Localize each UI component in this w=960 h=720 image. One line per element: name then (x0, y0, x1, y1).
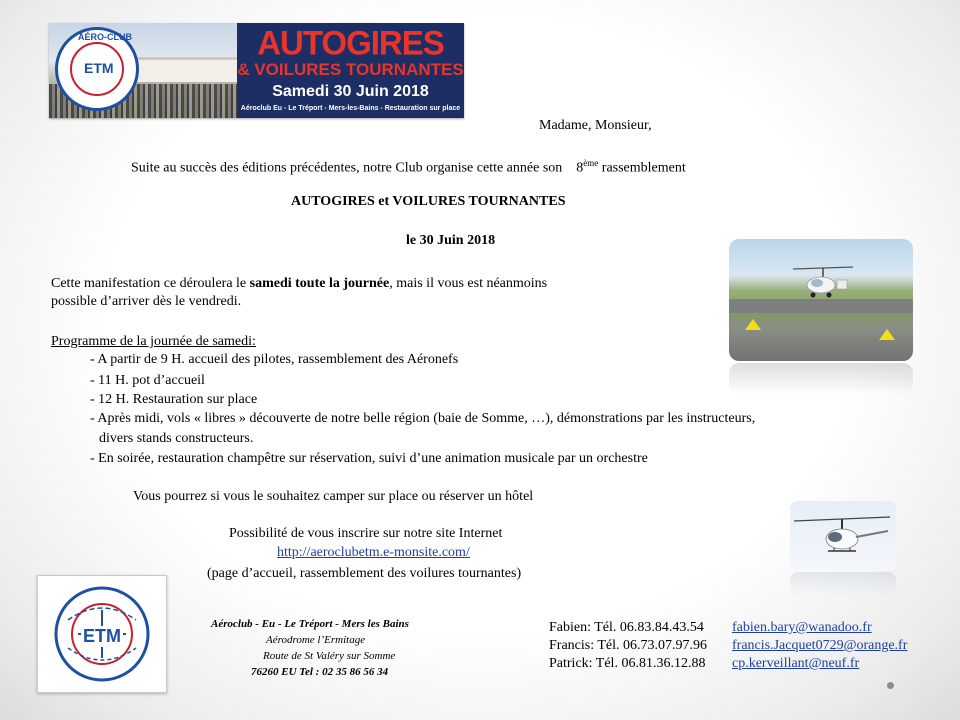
cone-icon (879, 329, 895, 340)
camping-line: Vous pourrez si vous le souhaitez camper sur place ou réserver un hôtel (133, 489, 534, 504)
contact-email-link[interactable]: cp.kerveillant@neuf.fr (732, 656, 860, 671)
cone-icon (745, 319, 761, 330)
autogyro-icon (793, 263, 853, 303)
contact-email-link[interactable]: fabien.bary@wanadoo.fr (732, 620, 872, 635)
slide-nav-dot[interactable] (887, 682, 894, 689)
website-note: (page d’accueil, rassemblement des voilures tournantes) (207, 566, 522, 581)
greeting: Madame, Monsieur, (539, 118, 652, 133)
banner-subtitle: & VOILURES TOURNANTES (237, 60, 464, 79)
edition-sup: ème (583, 158, 599, 168)
p1-text-b: , mais il vous est néanmoins (389, 276, 548, 291)
contact-email-link[interactable]: francis.Jacquet0729@orange.fr (732, 638, 908, 653)
contact-phone: Francis: Tél. 06.73.07.97.96 (549, 638, 708, 653)
helicopter-photo (790, 501, 896, 571)
signup-line: Possibilité de vous inscrire sur notre site Internet (229, 526, 503, 541)
aeroclub-logo-large (37, 575, 167, 693)
address-line-2: Aérodrome l’Ermitage (266, 634, 366, 646)
p1-bold: samedi toute la journée (249, 276, 390, 291)
program-item: - 12 H. Restauration sur place (90, 392, 258, 407)
banner-date: Samedi 30 Juin 2018 (272, 83, 429, 100)
contact-phone: Fabien: Tél. 06.83.84.43.54 (549, 620, 704, 635)
p1-text-a: Cette manifestation ce déroulera le (51, 276, 250, 291)
address-line-1: Aéroclub - Eu - Le Tréport - Mers les Bains (211, 618, 409, 630)
event-date: le 30 Juin 2018 (406, 233, 496, 248)
logo-letters: ETM (84, 60, 114, 76)
program-item: divers stands constructeurs. (99, 431, 254, 446)
edition-number: 8 (576, 160, 584, 176)
website-link[interactable]: http://aeroclubetm.e-monsite.com/ (277, 545, 470, 560)
event-title: AUTOGIRES et VOILURES TOURNANTES (291, 194, 566, 209)
logo-text: AÉRO-CLUB (78, 32, 132, 42)
program-item: - Après midi, vols « libres » découverte de notre belle région (baie de Somme, …), démonstrations par les instructeurs, (90, 411, 756, 426)
edition-suffix: rassemblement (598, 160, 686, 176)
program-item: - En soirée, restauration champêtre sur réservation, suivi d’une animation musicale par un orchestre (90, 451, 648, 466)
program-item: - 11 H. pot d’accueil (90, 373, 205, 388)
address-line-3: Route de St Valéry sur Somme (263, 650, 396, 662)
paragraph-1-line-1 (51, 275, 547, 293)
logo-letters-large: ETM (83, 626, 121, 646)
banner-title: AUTOGIRES (257, 23, 444, 62)
program-item: - A partir de 9 H. accueil des pilotes, rassemblement des Aéronefs (90, 352, 459, 367)
photo-reflection (790, 572, 896, 596)
paragraph-1-line-2: possible d’arriver dès le vendredi. (51, 294, 242, 309)
address-line-4: 76260 EU Tel : 02 35 86 56 34 (251, 666, 389, 678)
event-banner (49, 23, 464, 118)
banner-photo (49, 23, 237, 118)
banner-text (237, 23, 464, 118)
banner-footer: Aéroclub Eu - Le Tréport - Mers-les-Bains - Restauration sur place (240, 105, 461, 112)
intro-text: Suite au succès des éditions précédentes, notre Club organise cette année son (131, 160, 563, 176)
autogyro-photo (729, 239, 913, 361)
program-title: Programme de la journée de samedi: (51, 334, 256, 349)
contact-phone: Patrick: Tél. 06.81.36.12.88 (549, 656, 706, 671)
aeroclub-logo (55, 27, 139, 111)
intro-line (131, 154, 686, 178)
photo-reflection (729, 363, 913, 395)
helicopter-icon (790, 501, 896, 571)
